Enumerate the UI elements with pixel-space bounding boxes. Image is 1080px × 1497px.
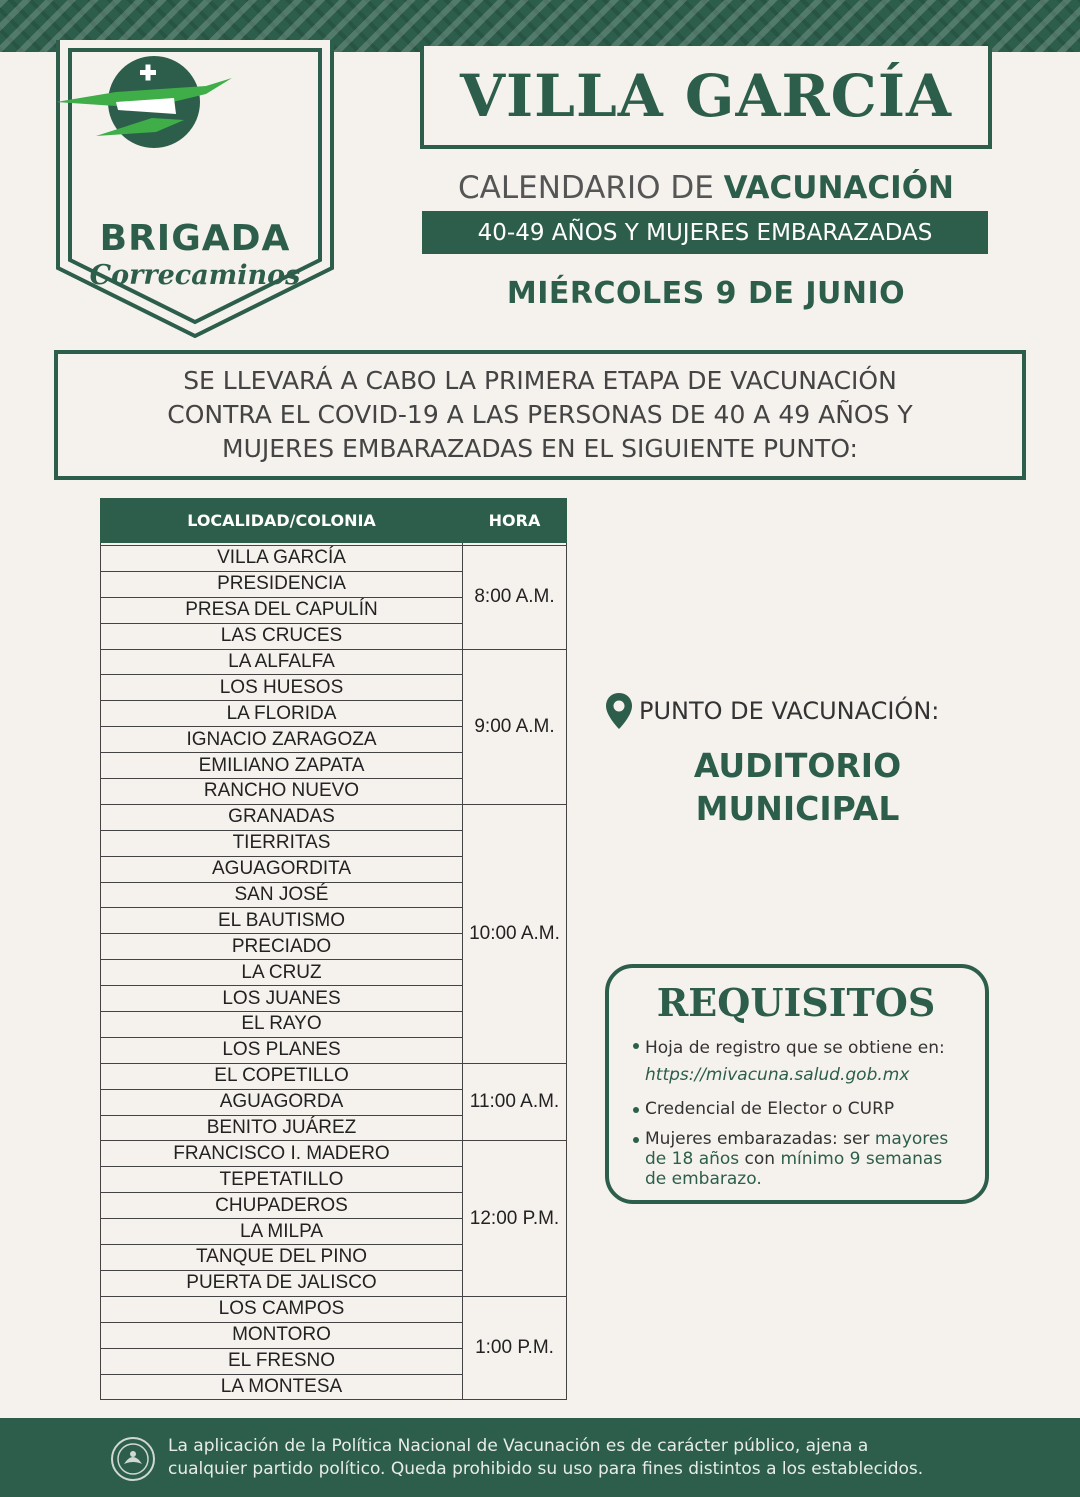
schedule-table	[100, 498, 567, 1400]
table-row	[101, 1063, 567, 1089]
footer-disclaimer	[0, 1418, 1080, 1497]
location-cell: TEPETATILLO	[101, 1167, 463, 1193]
time-cell: 10:00 A.M.	[463, 804, 567, 1063]
table-row	[101, 804, 567, 830]
location-cell: LA MONTESA	[101, 1374, 463, 1400]
location-cell: LOS JUANES	[101, 986, 463, 1012]
location-cell: EL BAUTISMO	[101, 908, 463, 934]
footer-line-1: La aplicación de la Política Nacional de Vacunación es de carácter público, ajena a	[168, 1436, 869, 1456]
location-cell: LOS HUESOS	[101, 675, 463, 701]
requirement-1-text: Hoja de registro que se obtiene en:	[645, 1038, 945, 1058]
table-row	[101, 1141, 567, 1167]
info-line-2: CONTRA EL COVID-19 A LAS PERSONAS DE 40 A 49 AÑOS Y	[167, 400, 913, 429]
location-cell: EL FRESNO	[101, 1348, 463, 1374]
requirements-title: REQUISITOS	[656, 980, 936, 1025]
vaccination-point-label-row	[605, 692, 995, 730]
location-cell: BENITO JUÁREZ	[101, 1115, 463, 1141]
location-cell: PRESA DEL CAPULÍN	[101, 597, 463, 623]
vaccination-place-line-1: AUDITORIO	[693, 746, 902, 785]
map-pin-icon	[605, 692, 633, 730]
requirement-item	[645, 1129, 965, 1189]
location-cell: FRANCISCO I. MADERO	[101, 1141, 463, 1167]
location-cell: LA MILPA	[101, 1219, 463, 1245]
location-cell: TANQUE DEL PINO	[101, 1245, 463, 1271]
location-cell: RANCHO NUEVO	[101, 779, 463, 805]
time-cell: 8:00 A.M.	[463, 546, 567, 650]
location-cell: EL COPETILLO	[101, 1063, 463, 1089]
requirement-3-b: mayores de 18 años	[645, 1129, 949, 1169]
table-row	[101, 649, 567, 675]
schedule-body	[101, 543, 567, 1400]
location-cell: VILLA GARCÍA	[101, 546, 463, 572]
location-cell: EL RAYO	[101, 1012, 463, 1038]
location-cell: AGUAGORDA	[101, 1089, 463, 1115]
badge-title: BRIGADA	[99, 218, 291, 259]
mexico-seal-icon	[110, 1436, 156, 1482]
requirement-3-a: Mujeres embarazadas: ser	[645, 1129, 875, 1149]
calendar-heading	[420, 170, 992, 206]
registration-link[interactable]: https://mivacuna.salud.gob.mx	[645, 1065, 910, 1085]
location-cell: CHUPADEROS	[101, 1193, 463, 1219]
requirement-item: Credencial de Elector o CURP	[645, 1099, 965, 1119]
roadrunner-cross-icon	[56, 40, 236, 160]
requirement-3-c: con	[739, 1149, 781, 1169]
location-cell: LA CRUZ	[101, 960, 463, 986]
location-cell: LAS CRUCES	[101, 623, 463, 649]
table-row	[101, 546, 567, 572]
town-title: VILLA GARCÍA	[460, 61, 952, 130]
vaccination-place-line-2: MUNICIPAL	[695, 789, 900, 828]
event-date: MIÉRCOLES 9 DE JUNIO	[506, 276, 906, 311]
info-line-1: SE LLEVARÁ A CABO LA PRIMERA ETAPA DE VACUNACIÓN	[183, 366, 897, 395]
calendar-bold: VACUNACIÓN	[723, 170, 954, 206]
location-cell: TIERRITAS	[101, 830, 463, 856]
calendar-prefix: CALENDARIO DE	[457, 170, 724, 206]
location-cell: LA ALFALFA	[101, 649, 463, 675]
info-box	[54, 350, 1026, 480]
footer-line-2: cualquier partido político. Queda prohibido su uso para fines distintos a los establecidos.	[168, 1459, 924, 1479]
town-title-box	[420, 46, 992, 149]
table-row	[101, 1296, 567, 1322]
location-cell: PRESIDENCIA	[101, 571, 463, 597]
footer-text	[168, 1435, 1048, 1481]
location-cell: AGUAGORDITA	[101, 856, 463, 882]
time-cell: 1:00 P.M.	[463, 1296, 567, 1400]
location-cell: IGNACIO ZARAGOZA	[101, 727, 463, 753]
location-cell: LA FLORIDA	[101, 701, 463, 727]
brigada-badge	[56, 40, 334, 338]
requirement-item	[645, 1035, 965, 1089]
column-header-time: HORA	[463, 499, 567, 543]
requirement-3-d: mínimo 9 semanas de embarazo.	[645, 1149, 943, 1189]
location-cell: PRECIADO	[101, 934, 463, 960]
requirements-box	[605, 964, 989, 1204]
location-cell: LOS PLANES	[101, 1037, 463, 1063]
vaccination-point-label: PUNTO DE VACUNACIÓN:	[639, 697, 940, 725]
location-cell: GRANADAS	[101, 804, 463, 830]
location-cell: SAN JOSÉ	[101, 882, 463, 908]
vaccination-point	[605, 692, 995, 830]
vaccination-place	[605, 744, 990, 830]
time-cell: 9:00 A.M.	[463, 649, 567, 804]
time-cell: 11:00 A.M.	[463, 1063, 567, 1141]
age-group-bar: 40-49 AÑOS Y MUJERES EMBARAZADAS	[422, 211, 988, 254]
time-cell: 12:00 P.M.	[463, 1141, 567, 1296]
badge-subtitle: Correcaminos	[89, 260, 301, 291]
location-cell: EMILIANO ZAPATA	[101, 753, 463, 779]
location-cell: PUERTA DE JALISCO	[101, 1270, 463, 1296]
column-header-location: LOCALIDAD/COLONIA	[101, 499, 463, 543]
table-header-row	[101, 499, 567, 543]
location-cell: LOS CAMPOS	[101, 1296, 463, 1322]
location-cell: MONTORO	[101, 1322, 463, 1348]
info-line-3: MUJERES EMBARAZADAS EN EL SIGUIENTE PUNTO:	[222, 434, 858, 463]
